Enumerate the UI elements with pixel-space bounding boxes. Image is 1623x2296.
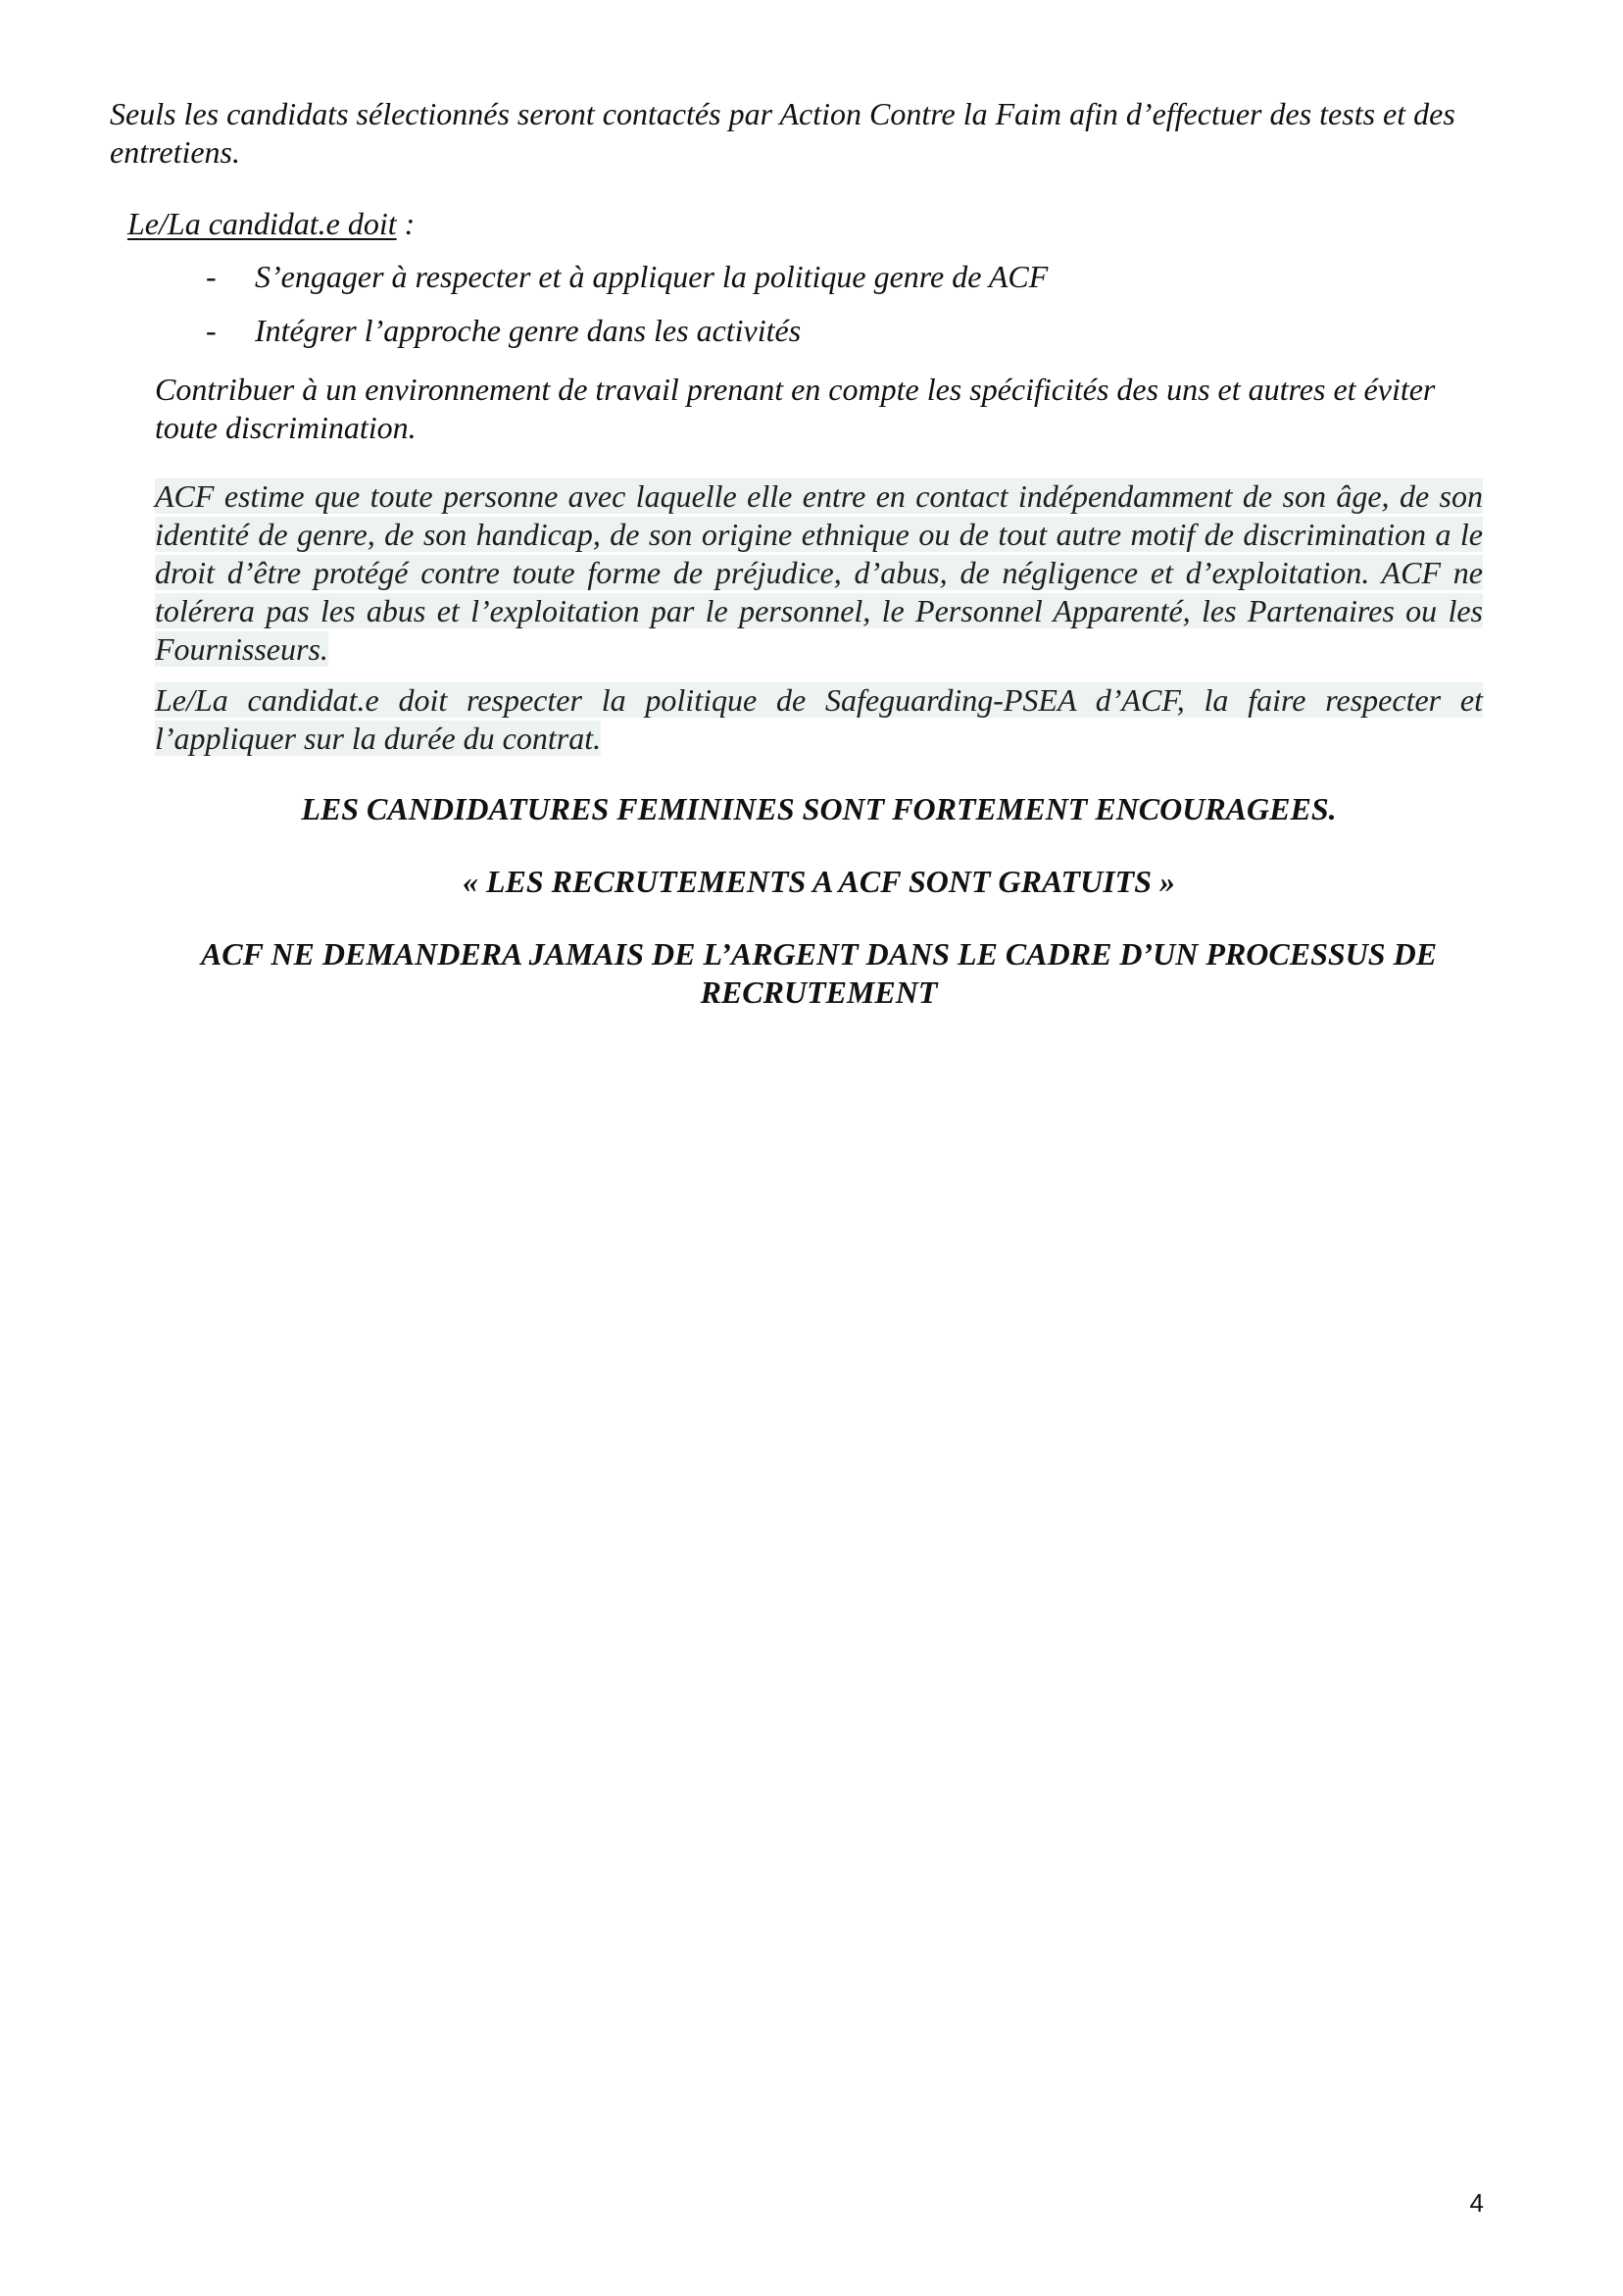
page-number: 4 <box>1469 2188 1484 2218</box>
female-candidates-notice: LES CANDIDATURES FEMININES SONT FORTEMENT ENCOURAGEES. <box>301 791 1337 826</box>
acf-protection-text: ACF estime que toute personne avec laquelle elle entre en contact indépendamment de son âge, de son identité de genre, de son handicap, de son origine ethnique ou de tout autre motif de discrimination a le droit d’être protégé contre toute forme de préjudice, d’abus, de négligence et d’exploitation. ACF ne tolérera pas les abus et l’exploitation par le personnel, le Personnel Apparenté, les Partenaires ou les Fournisseurs. <box>155 478 1483 667</box>
list-item-text: Intégrer l’approche genre dans les activités <box>255 313 802 348</box>
candidate-heading-suffix: : <box>396 206 416 241</box>
list-item-text: S’engager à respecter et à appliquer la politique genre de ACF <box>255 259 1049 294</box>
candidate-requirements-list <box>196 258 1048 366</box>
list-item <box>196 258 1048 296</box>
free-recruitment-notice: « LES RECRUTEMENTS A ACF SONT GRATUITS » <box>462 864 1175 899</box>
contribution-paragraph: Contribuer à un environnement de travail prenant en compte les spécificités des uns et autres et éviter toute discrimination. <box>155 372 1436 445</box>
no-money-notice: ACF NE DEMANDERA JAMAIS DE L’ARGENT DANS LE CADRE D’UN PROCESSUS DE RECRUTEMENT <box>200 936 1438 1010</box>
list-item <box>196 312 1048 350</box>
bullet-dash: - <box>206 259 217 294</box>
candidate-heading-underlined: Le/La candidat.e doit <box>127 206 397 241</box>
safeguarding-statement <box>155 681 1483 758</box>
safeguarding-text: Le/La candidat.e doit respecter la politique de Safeguarding-PSEA d’ACF, la faire respecter et l’appliquer sur la durée du contrat. <box>155 682 1483 756</box>
candidate-requirements-heading <box>127 205 715 243</box>
bullet-dash: - <box>206 313 217 348</box>
intro-paragraph: Seuls les candidats sélectionnés seront contactés par Action Contre la Faim afin d’effectuer des tests et des entretiens. <box>110 96 1455 170</box>
acf-protection-statement <box>155 477 1483 669</box>
